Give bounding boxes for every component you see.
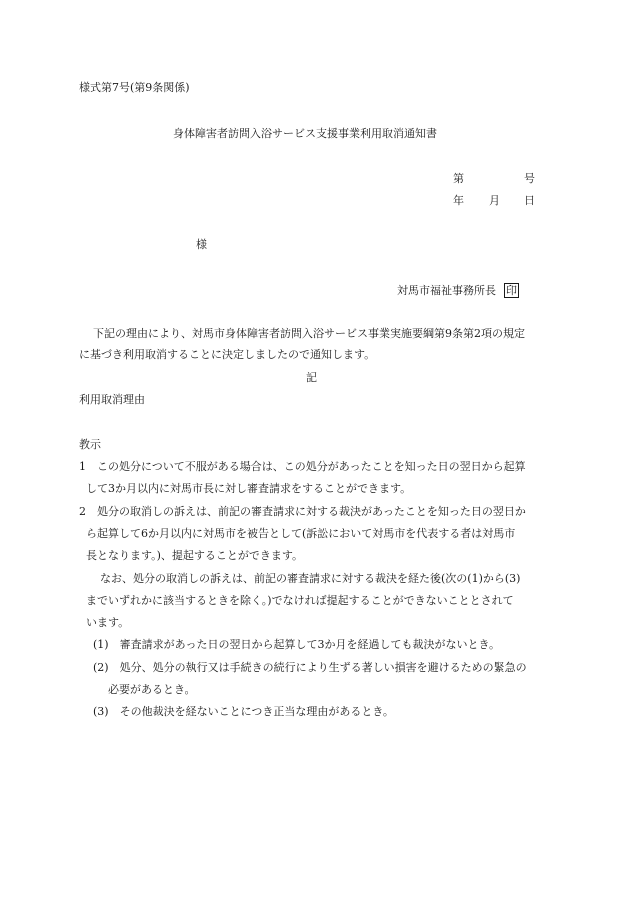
number-go: 号 <box>524 172 535 185</box>
issuer-name: 対馬市福祉事務所長 <box>397 284 496 297</box>
item1-line-2: して3か月以内に対馬市長に対し審査請求をすることができます。 <box>86 482 412 495</box>
seal-mark: 印 <box>506 284 517 297</box>
form-label: 様式第7号(第9条関係) <box>79 81 190 94</box>
date-year: 年 <box>453 194 464 207</box>
body-line-2: に基づき利用取消することに決定しましたので通知します。 <box>79 348 376 361</box>
item2-line-2: ら起算して6か月以内に対馬市を被告として(訴訟において対馬市を代表する者は対馬市 <box>86 527 516 540</box>
body-line-1: 下記の理由により、対馬市身体障害者訪問入浴サービス事業実施要綱第9条第2項の規定 <box>93 327 525 340</box>
issuer-line <box>397 283 519 298</box>
note-line-3: います。 <box>86 616 130 629</box>
notice-heading: 教示 <box>79 438 101 451</box>
date-day: 日 <box>524 194 535 207</box>
document-title: 身体障害者訪問入浴サービス支援事業利用取消通知書 <box>173 127 437 140</box>
sub-item-2-line-1: (2) 処分、処分の執行又は手続きの続行により生ずる著しい損害を避けるための緊急の <box>93 661 527 674</box>
ki-heading: 記 <box>306 371 317 384</box>
date-month: 月 <box>489 194 500 207</box>
note-line-1: なお、処分の取消しの訴えは、前記の審査請求に対する裁決を経た後(次の(1)から(3) <box>100 572 521 585</box>
note-line-2: までいずれかに該当するときを除く。)でなければ提起することができないこととされて <box>86 594 514 607</box>
item2-line-1: 2 処分の取消しの訴えは、前記の審査請求に対する裁決があったことを知った日の翌日か <box>79 505 526 518</box>
reason-label: 利用取消理由 <box>79 393 145 406</box>
item2-line-3: 長となります。)、提起することができます。 <box>86 549 304 562</box>
sub-item-3: (3) その他裁決を経ないことにつき正当な理由があるとき。 <box>93 705 394 718</box>
number-dai: 第 <box>453 172 464 185</box>
addressee-sama: 様 <box>196 238 207 251</box>
sub-item-2-line-2: 必要があるとき。 <box>108 683 196 696</box>
sub-item-1: (1) 審査請求があった日の翌日から起算して3か月を経過しても裁決がないとき。 <box>93 638 501 651</box>
item1-line-1: 1 この処分について不服がある場合は、この処分があったことを知った日の翌日から起算 <box>79 460 526 473</box>
